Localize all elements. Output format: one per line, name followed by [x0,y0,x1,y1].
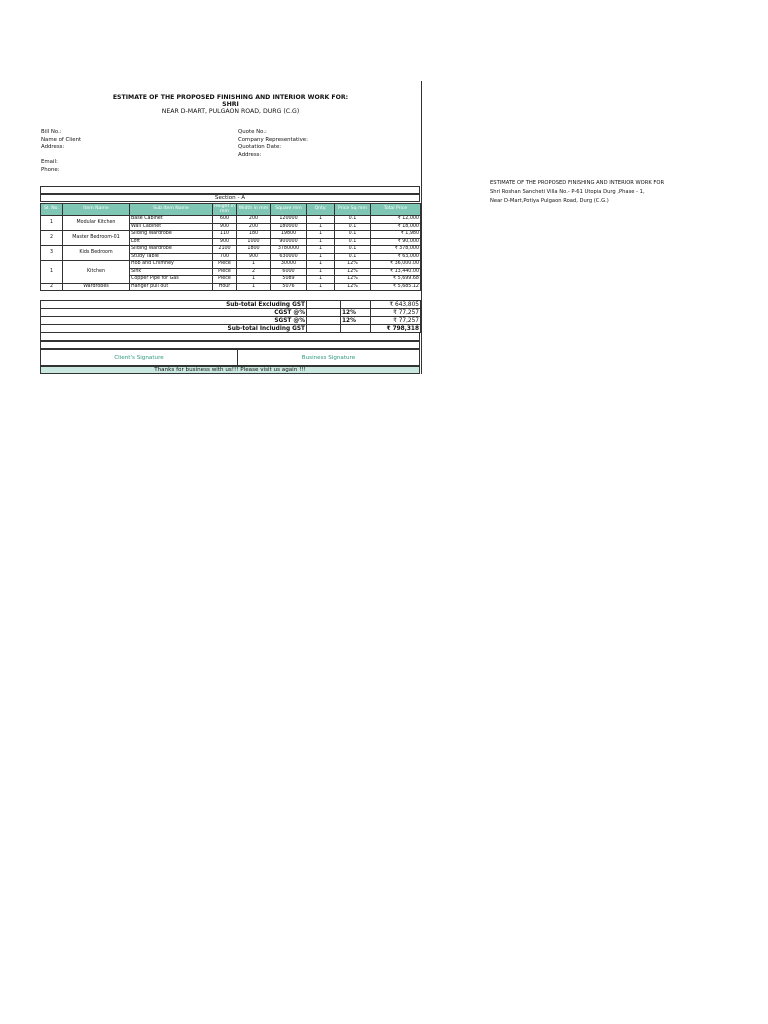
col-height: Height in mm [214,203,235,214]
item-name-cell: Kitchen [63,261,130,284]
qnty-cell: 1 [307,276,335,284]
client-address-label: Address: [41,144,65,151]
total-cell: ₹ 12,000 [371,216,421,224]
height-cell: 110 [213,231,237,239]
square-cell: 120000 [271,216,307,224]
square-cell: 180000 [271,223,307,231]
sub-item-cell: Sliding Wardrobe [130,246,213,254]
total-cell: ₹ 13,440.00 [371,268,421,276]
square-cell: 30000 [271,261,307,269]
qnty-cell: 1 [307,216,335,224]
qnty-cell: 1 [307,246,335,254]
items-table [40,203,421,291]
total-cell: ₹ 5,685.12 [371,283,421,291]
client-signature: Client's Signature [40,349,238,366]
qnty-cell: 1 [307,253,335,261]
spacer-row [40,186,420,194]
width-cell: 180 [237,231,271,239]
side-note-client: Shri Roshan Sancheti Villa No.- P-61 Utopia Durg ,Phase - 1, [490,189,645,195]
side-note-address: Near D-Mart,Potiya Pulgaon Road, Durg (C.G.) [490,198,609,204]
col-square: Square mm [271,204,307,216]
col-item-name: Item Name [63,204,130,216]
total-cell: ₹ 5,699.68 [371,276,421,284]
table-row [41,231,421,239]
empty-cell [341,301,371,309]
bill-info-left [41,129,81,175]
email-label: Email: [41,159,58,166]
square-cell: 630000 [271,253,307,261]
sl-no-cell: 1 [41,261,63,284]
quotation-date-label: Quotation Date: [238,144,282,151]
sub-item-cell: Sliding Wardrobe [130,231,213,239]
width-cell: 1 [237,283,271,291]
sub-item-cell: Wall Cabinet [130,223,213,231]
total-cell: ₹ 18,000 [371,223,421,231]
subtotal-excl-value: ₹ 643,805 [371,301,421,309]
height-cell: Hour [213,283,237,291]
price-cell: 12% [335,283,371,291]
table-row [41,283,421,291]
width-cell: 200 [237,216,271,224]
sgst-row [41,317,421,325]
height-cell: 700 [213,253,237,261]
bill-info-right [238,129,308,159]
sub-item-cell: Hob and Chimney [130,261,213,269]
square-cell: 3780000 [271,246,307,254]
square-cell: 5089 [271,276,307,284]
price-cell: 0.1 [335,246,371,254]
qnty-cell: 1 [307,231,335,239]
cgst-rate: 12% [341,309,371,317]
col-qnty: Qnty. [307,204,335,216]
sl-no-cell: 1 [41,216,63,231]
width-cell: 1000 [237,238,271,246]
cgst-row [41,309,421,317]
subtotal-incl-value: ₹ 798,318 [371,325,421,333]
height-cell: 600 [213,216,237,224]
height-cell: 900 [213,238,237,246]
price-cell: 0.1 [335,216,371,224]
sub-item-cell: Copper Pipe for Gas [130,276,213,284]
width-cell: 900 [237,253,271,261]
total-cell: ₹ 90,000 [371,238,421,246]
price-cell: 0.1 [335,231,371,239]
col-sub-item-name: Sub Item Name [130,204,213,216]
blank-line [41,152,81,160]
square-cell: 19800 [271,231,307,239]
side-note [490,179,664,206]
width-cell: 1 [237,261,271,269]
total-cell: ₹ 1,980 [371,231,421,239]
sl-no-cell: 2 [41,231,63,246]
item-name-cell: Wardrobes [63,283,130,291]
table-row [41,216,421,224]
qnty-cell: 1 [307,238,335,246]
site-address: NEAR D-MART, PULGAON ROAD, DURG (C.G) [161,108,300,115]
price-cell: 12% [335,261,371,269]
sgst-label: SGST @% [41,317,307,325]
cgst-label: CGST @% [41,309,307,317]
sl-no-cell: 2 [41,283,63,291]
bill-no-label: Bill No.: [41,129,62,135]
height-cell: Piece [213,268,237,276]
estimate-sheet [40,81,422,374]
empty-cell [307,301,341,309]
sub-item-cell: Sink [130,268,213,276]
sgst-value: ₹ 77,257 [371,317,421,325]
cgst-value: ₹ 77,257 [371,309,421,317]
square-cell: 6000 [271,268,307,276]
square-cell: 900000 [271,238,307,246]
height-cell: 900 [213,223,237,231]
item-name-cell: Kids Bedroom [63,246,130,261]
qnty-cell: 1 [307,261,335,269]
height-cell: Piece [213,276,237,284]
height-cell: 2100 [213,246,237,254]
sl-no-cell: 3 [41,246,63,261]
empty-cell [307,317,341,325]
col-total-price: Total Price [371,204,421,216]
company-rep-label: Company Representative: [238,136,308,143]
business-signature: Business Signature [237,349,420,366]
total-cell: ₹ 36,000.00 [371,261,421,269]
phone-label: Phone: [41,166,60,173]
col-price: Price Sq mm [335,204,371,216]
sub-item-cell: Base Cabinet [130,216,213,224]
qnty-cell: 1 [307,268,335,276]
price-cell: 12% [335,276,371,284]
sub-item-cell: Study Table [130,253,213,261]
price-cell: 0.1 [335,253,371,261]
items-header-row [41,204,421,216]
height-cell: Piece [213,261,237,269]
company-address-label: Address: [238,151,262,158]
item-name-cell: Master Bedroom-01 [63,231,130,246]
item-name-cell: Modular Kitchen [63,216,130,231]
price-cell: 12% [335,268,371,276]
estimate-title: ESTIMATE OF THE PROPOSED FINISHING AND INTERIOR WORK FOR: [112,94,349,101]
totals-table [40,300,421,333]
table-row [41,246,421,254]
price-cell: 0.1 [335,238,371,246]
sgst-rate: 12% [341,317,371,325]
table-row [41,261,421,269]
total-cell: ₹ 63,000 [371,253,421,261]
blank-row [40,332,420,341]
qnty-cell: 1 [307,283,335,291]
total-cell: ₹ 378,000 [371,246,421,254]
price-cell: 0.1 [335,223,371,231]
sub-item-cell: Loft [130,238,213,246]
width-cell: 2 [237,268,271,276]
client-name-label: Name of Client [41,136,82,143]
side-note-title: ESTIMATE OF THE PROPOSED FINISHING AND INTERIOR WORK FOR [490,180,665,186]
width-cell: 200 [237,223,271,231]
blank-row [40,341,420,349]
col-width: Width in mm [237,204,271,216]
subtotal-incl-label: Sub-total Including GST [41,325,307,333]
section-label: Section - A [40,194,420,202]
quote-no-label: Quote No.: [238,129,267,135]
square-cell: 5076 [271,283,307,291]
subtotal-excl-label: Sub-total Excluding GST [41,301,307,309]
thank-you-footer: Thanks for business with us!!! Please visit us again !!! [40,366,420,374]
sub-item-cell: Hanger pull out [130,283,213,291]
empty-cell [307,309,341,317]
subtotal-excl-row [41,301,421,309]
client-salutation: SHRI [222,101,239,108]
width-cell: 1800 [237,246,271,254]
col-sl-no: Sl. No. [41,204,63,216]
qnty-cell: 1 [307,223,335,231]
width-cell: 1 [237,276,271,284]
